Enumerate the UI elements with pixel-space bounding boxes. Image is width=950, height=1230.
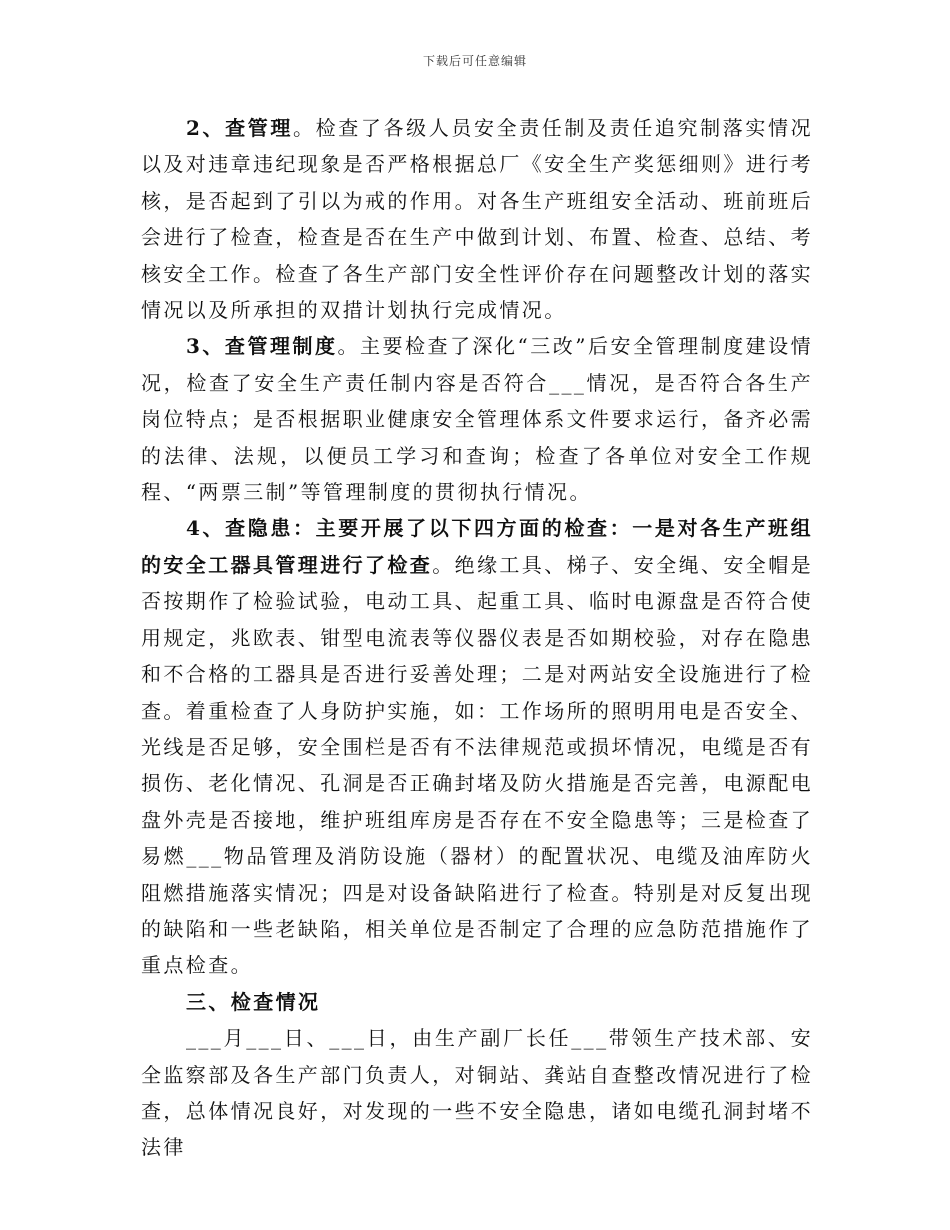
section-title-inspection-status: [141, 984, 813, 1020]
paragraph-text: 。绝缘工具、梯子、安全绳、安全帽是否按期作了检验试验，电动工具、起重工具、临时电源盘是否符合使用规定，兆欧表、钳型电流表等仪器仪表是否如期校验，对存在隐患和不合格的工器具是否进行妥善处理；二是对两站安全设施进行了检查。着重检查了人身防护实施，如：工作场所的照明用电是否安全、光线是否足够，安全围栏是否有不法律规范或损坏情况，电缆是否有损伤、老化情况、孔洞是否正确封堵及防火措施是否完善，电源配电盘外壳是否接地，维护班组库房是否存在不安全隐患等；三是检查了易燃___物品管理及消防设施（器材）的配置状况、电缆及油库防火阻燃措施落实情况；四是对设备缺陷进行了检查。特别是对反复出现的缺陷和一些老缺陷，相关单位是否制定了合理的应急防范措施作了重点检查。: [141, 552, 814, 978]
paragraph-text: 。主要检查了深化“三改”后安全管理制度建设情况，检查了安全生产责任制内容是否符合___情况，是否符合各生产岗位特点；是否根据职业健康安全管理体系文件要求运行，备齐必需的法律、法规，以便员工学习和查询；检查了各单位对安全工作规程、“两票三制”等管理制度的贯彻执行情况。: [141, 334, 814, 505]
section-heading: 3、查管理制度: [186, 334, 338, 359]
paragraph-check-management: [141, 110, 813, 328]
section-heading: 2、查管理: [186, 116, 294, 140]
paragraph-inspection-status: [141, 1020, 813, 1166]
paragraph-text: 。检查了各级人员安全责任制及责任追究制落实情况以及对违章违纪现象是否严格根据总厂《安全生产奖惩细则》进行考核，是否起到了引以为戒的作用。对各生产班组安全活动、班前班后会进行了检查，检查是否在生产中做到计划、布置、检查、总结、考核安全工作。检查了各生产部门安全性评价存在问题整改计划的落实情况以及所承担的双措计划执行完成情况。: [141, 116, 814, 323]
document-body: [141, 110, 813, 1166]
page-header: 下载后可任意编辑: [422, 54, 527, 68]
paragraph-text: ___月___日、___日，由生产副厂长任___带领生产技术部、安全监察部及各生产部门负责人，对铜站、龚站自查整改情况进行了检查，总体情况良好，对发现的一些不安全隐患，诸如电缆孔洞封堵不法律: [141, 1026, 813, 1160]
section-heading: 4、查隐患：主要开展了以下四方面的检查：一是对各生产班组的安全工器具管理进行了检查: [141, 516, 813, 577]
paragraph-check-hazards: [141, 510, 813, 983]
section-heading: 三、检查情况: [186, 989, 321, 1014]
paragraph-check-management-system: [141, 328, 813, 510]
